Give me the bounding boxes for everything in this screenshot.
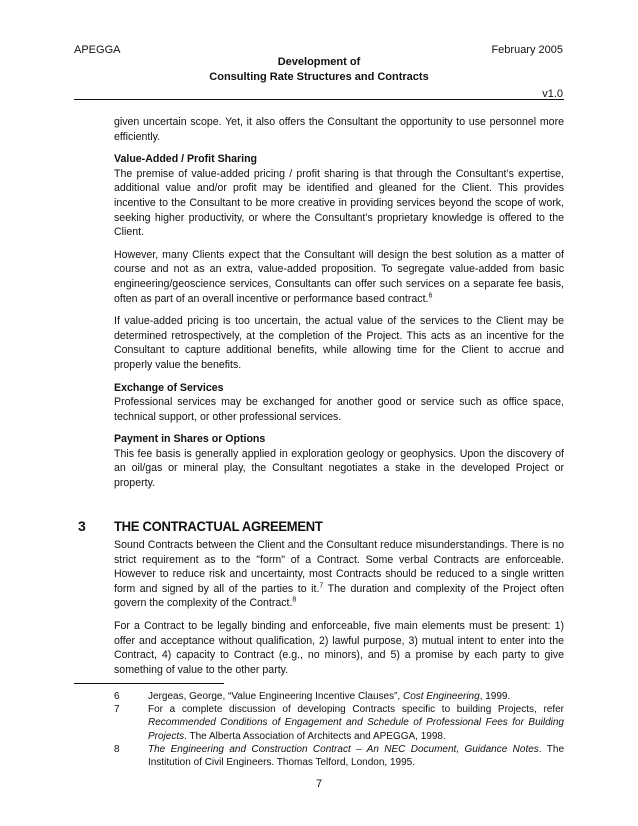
intro-paragraph: given uncertain scope. Yet, it also offers the Consultant the opportunity to use personnel more efficiently.	[114, 116, 564, 143]
footnote-text: . The Institution of Civil Engineers. Thomas Telford, London, 1995.	[148, 743, 565, 769]
shares-heading: Payment in Shares or Options	[114, 433, 266, 446]
shares-p1: This fee basis is generally applied in exploration geology or geophysics. Upon the discovery of an oil/gas or mineral play, the Consultant negotiates a stake in the developed Project or property.	[114, 447, 564, 490]
header-organization: APEGGA	[74, 44, 121, 56]
footnote-ref-7[interactable]: 7	[319, 582, 324, 590]
value-added-p3: If value-added pricing is too uncertain, the actual value of the services to the Client may be determined retrospectively, at the completion of the Project. This acts as an incentive for the Consultant to capture additional benefits, while allowing time for the Client to accrue and properly value the benefits.	[114, 315, 564, 371]
section-p1-text-a: Sound Contracts between the Client and the Consultant reduce misunderstandings. There is no strict requirement as to the "form" of a Contract. Some verbal Contracts are enforceable. However to reduce risk and uncertainty, most Contracts should be reduced to a single written form and signed by all of the parties to it.	[114, 539, 564, 595]
footnote-text: , 1999.	[479, 691, 511, 702]
page-number: 7	[315, 778, 323, 790]
footnote-rule	[74, 683, 224, 684]
header-title-line1: Development of	[277, 56, 361, 68]
footnote-text: . The Alberta Association of Architects and APEGGA, 1998.	[184, 730, 446, 742]
footnote-number: 8	[114, 743, 120, 755]
value-added-p2	[114, 248, 564, 306]
section-p1-text-b: The duration and complexity of the Project often govern the complexity of the Contract.	[114, 582, 564, 610]
header-title	[0, 55, 638, 85]
value-added-block	[114, 152, 564, 240]
section-body	[114, 538, 564, 685]
footnotes	[114, 690, 564, 769]
footnote-ref-6[interactable]: 6	[428, 292, 433, 299]
footnote-6	[114, 690, 564, 703]
footnote-7	[114, 703, 564, 743]
header-rule	[74, 99, 564, 100]
body-content	[114, 115, 564, 499]
exchange-p1: Professional services may be exchanged for another good or service such as office space, technical support, or other professional services.	[114, 396, 564, 423]
footnote-8	[114, 743, 564, 769]
header-title-line2: Consulting Rate Structures and Contracts	[209, 71, 429, 83]
shares-block	[114, 432, 564, 490]
footnote-source-title: Recommended Conditions of Engagement and Schedule of Professional Fees for Building Projects	[148, 717, 564, 742]
footnote-number: 6	[114, 691, 120, 702]
footnote-source-title: The Engineering and Construction Contract – An NEC Document, Guidance Notes	[148, 743, 539, 755]
footnote-number: 7	[114, 704, 120, 716]
exchange-heading: Exchange of Services	[114, 381, 224, 394]
footnote-ref-8[interactable]: 8	[292, 596, 297, 604]
footnote-text: Jergeas, George, “Value Engineering Incentive Clauses”,	[148, 691, 403, 702]
value-added-p1: The premise of value-added pricing / profit sharing is that through the Consultant’s expertise, additional value and/or profit may be identified and gleaned for the Client. This provides incentive to the Consultant to be more creative in providing services beyond the scope of work, seeking higher productivity, or where the Consultant’s proprietary knowledge is offered to the Client.	[114, 167, 564, 239]
section-title: THE CONTRACTUAL AGREEMENT	[114, 518, 323, 534]
footnote-text: For a complete discussion of developing Contracts specific to building Projects, refer	[148, 704, 564, 716]
header-version: v1.0	[542, 88, 563, 100]
value-added-p2-text: However, many Clients expect that the Consultant will design the best solution as a matter of course and not as an extra, value-added proposition. To segregate value-added from basic engineering/geoscience services, Consultants can offer such services on a separate fee basis, often as part of an overall incentive or performance based contract.	[114, 248, 564, 305]
footnote-source-title: Cost Engineering	[402, 691, 480, 702]
value-added-heading: Value-Added / Profit Sharing	[114, 153, 258, 166]
section-p2: For a Contract to be legally binding and enforceable, five main elements must be present: 1) offer and acceptance without qualification, 2) lawful purpose, 3) mutual intent to enter into the Contract, 4) capacity to Contract (e.g., no minors), and 5) a promise by each party to give something of value to the other party.	[114, 619, 564, 676]
header-date: February 2005	[491, 44, 563, 56]
section-p1	[114, 538, 564, 611]
exchange-block	[114, 381, 564, 425]
section-number: 3	[78, 518, 86, 534]
